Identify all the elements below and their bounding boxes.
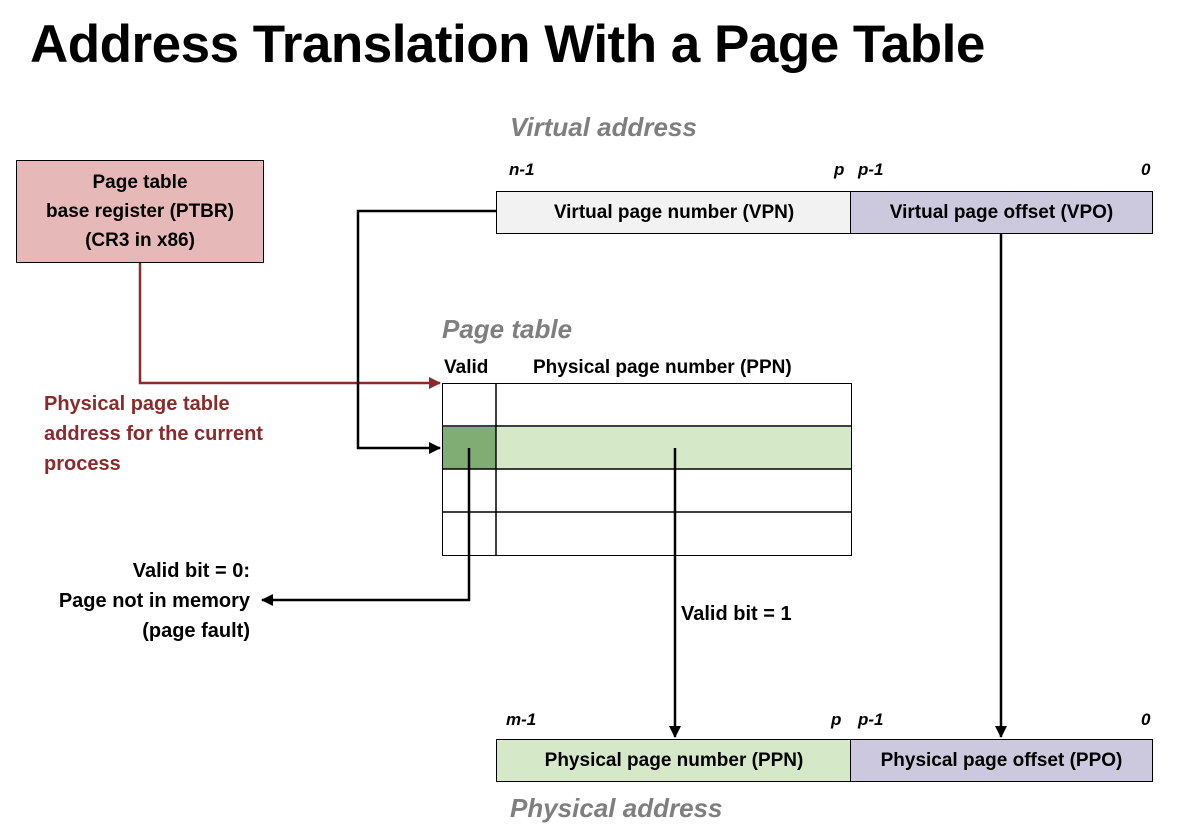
valid-zero-line1: Valid bit = 0: — [132, 560, 250, 582]
va-bit-p: p — [834, 160, 845, 179]
virtual-address-label: Virtual address — [510, 112, 697, 142]
page-table-label: Page table — [442, 314, 573, 344]
ppo-box: Physical page offset (PPO) — [850, 739, 1153, 782]
ptbr-line1: Page table — [92, 172, 188, 193]
pa-bit-low: 0 — [1141, 710, 1151, 729]
va-bit-low: 0 — [1141, 160, 1151, 179]
va-bit-p-minus-1: p-1 — [858, 160, 884, 179]
pt-address-line3: process — [44, 453, 121, 475]
pa-bit-p-minus-1: p-1 — [858, 710, 884, 729]
valid-zero-line2: Page not in memory — [58, 590, 250, 612]
vpn-box: Virtual page number (VPN) — [496, 191, 852, 234]
physical-address-label: Physical address — [510, 793, 723, 823]
pt-address-line1: Physical page table — [44, 393, 230, 415]
ppn-box: Physical page number (PPN) — [496, 739, 852, 782]
va-bit-high: n-1 — [509, 160, 535, 179]
col-valid-header: Valid — [444, 357, 489, 378]
ptbr-line3: (CR3 in x86) — [85, 230, 195, 251]
vpo-box: Virtual page offset (VPO) — [850, 191, 1153, 234]
page-fault-arrow — [262, 448, 469, 600]
valid-zero-line3: (page fault) — [142, 620, 250, 642]
ptbr-line2: base register (PTBR) — [46, 201, 234, 222]
pt-address-line2: address for the current — [44, 423, 263, 445]
pa-bit-high: m-1 — [506, 710, 537, 729]
page-title: Address Translation With a Page Table — [30, 15, 985, 74]
col-ppn-header: Physical page number (PPN) — [533, 357, 792, 378]
ptbr-arrow — [140, 263, 440, 383]
vpn-index-arrow — [358, 211, 496, 448]
valid-bit-one-label: Valid bit = 1 — [681, 603, 792, 625]
pa-bit-p: p — [831, 710, 842, 729]
